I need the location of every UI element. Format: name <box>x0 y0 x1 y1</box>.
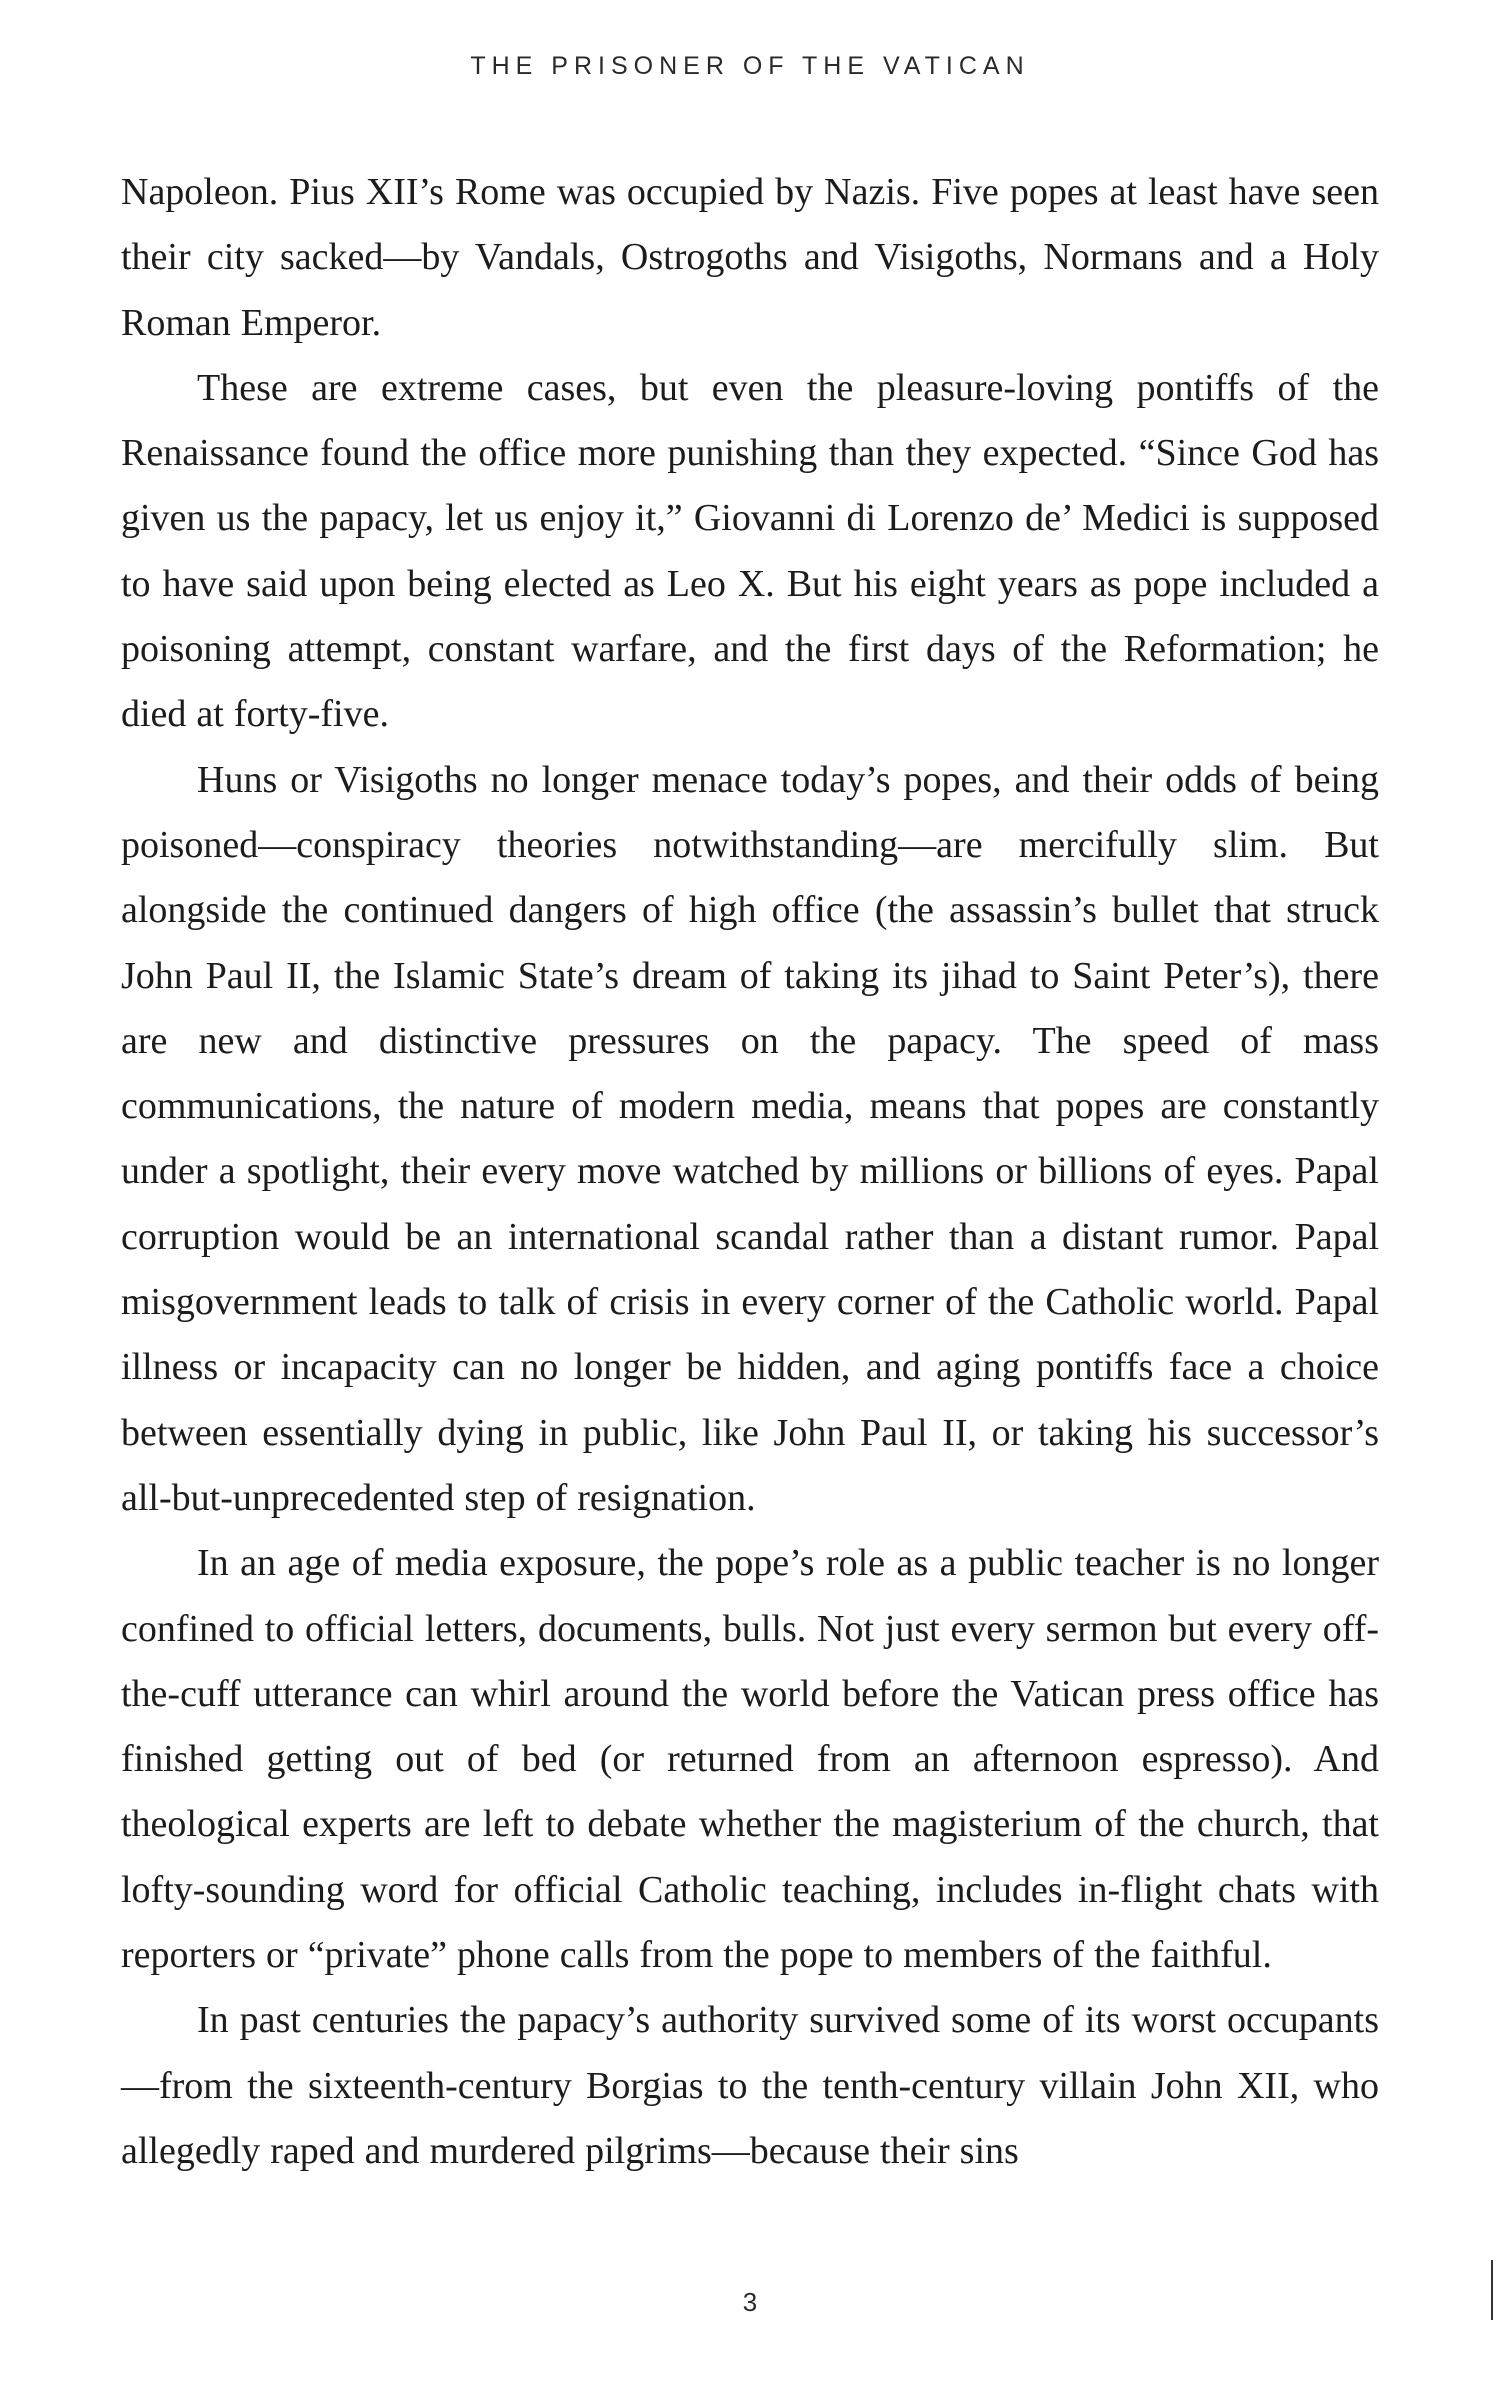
page-number: 3 <box>742 2287 758 2317</box>
paragraph-4: In an age of media exposure, the pope’s role as a public teacher is no longer confined to official letters, documents, bulls. Not just every sermon but every off-the-cuff utterance can whirl around the world before the Vatican press office has finished getting out of bed (or returned from an afternoon espresso). And theological experts are left to debate whether the magisterium of the church, that lofty-sounding word for official Catholic teaching, includes in-flight chats with reporters or “private” phone calls from the pope to members of the faithful. <box>121 1542 1379 1977</box>
paragraph-5: In past centuries the papacy’s authority survived some of its worst occupants—from the sixteenth-century Borgias to the tenth-century villain John XII, who allegedly raped and murdered pilgrims—because their sins <box>121 1999 1379 2172</box>
paragraph-1: Napoleon. Pius XII’s Rome was occupied by Nazis. Five popes at least have seen their city sacked—by Vandals, Ostrogoths and Visigoths, Normans and a Holy Roman Emperor. <box>121 171 1379 344</box>
page-edge-mark <box>1491 2260 1493 2320</box>
running-head: THE PRISONER OF THE VATICAN <box>470 52 1030 80</box>
paragraph-2: These are extreme cases, but even the pleasure-loving pontiffs of the Renaissance found the office more punishing than they expected. “Since God has given us the papacy, let us enjoy it,” Giovanni di Lorenzo de’ Medici is supposed to have said upon being elected as Leo X. But his eight years as pope included a poisoning attempt, constant warfare, and the first days of the Reformation; he died at forty-five. <box>121 366 1379 736</box>
body-text <box>121 160 1379 2184</box>
paragraph-3: Huns or Visigoths no longer menace today’s popes, and their odds of being poisoned—conspiracy theories notwithstanding—are mercifully slim. But alongside the continued dangers of high office (the assassin’s bullet that struck John Paul II, the Islamic State’s dream of taking its jihad to Saint Peter’s), there are new and distinctive pressures on the papacy. The speed of mass communications, the nature of modern media, means that popes are constantly under a spotlight, their every move watched by millions or billions of eyes. Papal corruption would be an international scandal rather than a distant rumor. Papal misgovernment leads to talk of crisis in every corner of the Catholic world. Papal illness or incapacity can no longer be hidden, and aging pontiffs face a choice between essentially dying in public, like John Paul II, or taking his successor’s all-but-unprecedented step of resignation. <box>121 758 1379 1519</box>
